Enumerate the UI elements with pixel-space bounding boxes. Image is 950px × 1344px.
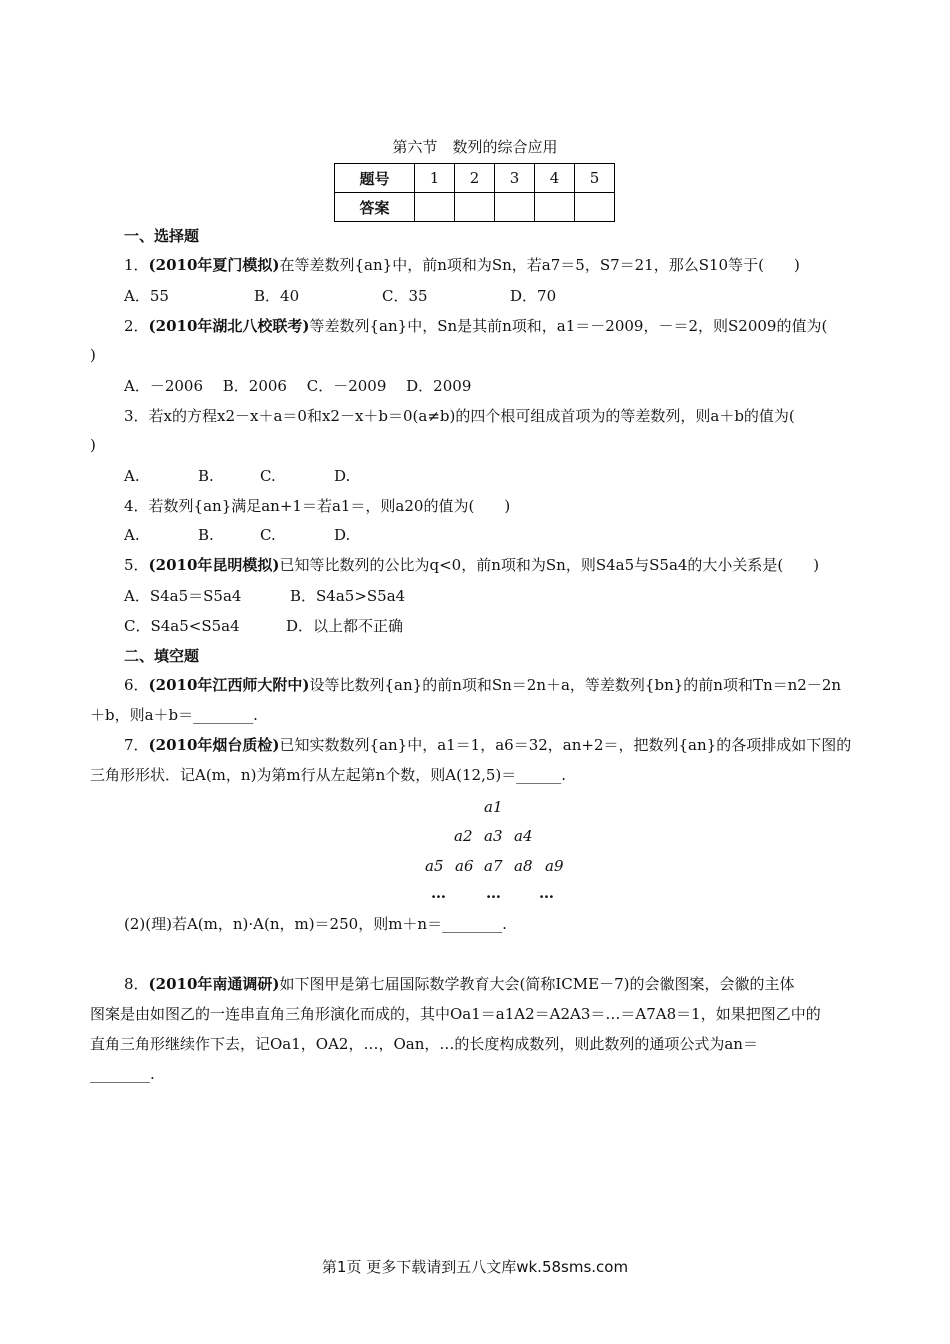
- question-source: (2010年湖北八校联考): [148, 317, 310, 335]
- answer-cell[interactable]: [575, 193, 615, 222]
- question-text-cont: 三角形形状．记A(m，n)为第m行从左起第n个数，则A(12,5)＝______.: [90, 766, 567, 784]
- question-source: (2010年南通调研): [148, 975, 280, 993]
- question-7: [124, 735, 851, 755]
- options-line: A．－2006 B．2006 C．－2009 D．2009: [124, 377, 472, 395]
- table-num: 3: [495, 164, 535, 193]
- question-3: 3．若x的方程x2－x＋a＝0和x2－x＋b＝0(a≠b)的四个根可组成首项为的等差数列，则a＋b的值为(: [124, 407, 795, 425]
- option: B.: [198, 467, 214, 485]
- question-8: [124, 974, 794, 994]
- table-answer-label: 答案: [335, 193, 415, 222]
- question-1: [124, 255, 800, 275]
- question-text-cont: 图案是由如图乙的一连串直角三角形演化而成的，其中Oa1＝a1A2＝A2A3＝…＝A7A8＝1，如果把图乙中的: [90, 1005, 821, 1023]
- question-source: (2010年夏门模拟): [148, 256, 280, 274]
- question-source: (2010年烟台质检): [148, 736, 280, 754]
- table-num: 5: [575, 164, 615, 193]
- option: D.: [334, 467, 351, 485]
- triangle-item: a6: [455, 857, 474, 875]
- section-heading-fill: 二、填空题: [124, 647, 200, 665]
- option: D．以上都不正确: [286, 617, 404, 635]
- question-4: 4．若数列{an}满足an+1＝若a1＝，则a20的值为( ): [124, 497, 511, 515]
- question-number: 6．: [124, 676, 149, 694]
- page-title: 第六节 数列的综合应用: [392, 138, 558, 156]
- table-num: 2: [455, 164, 495, 193]
- question-text: 已知等比数列的公比为q<0，前n项和为Sn，则S4a5与S5a4的大小关系是( ): [279, 556, 820, 574]
- option: B．S4a5>S5a4: [290, 587, 406, 605]
- question-6: [124, 675, 841, 695]
- question-text: 等差数列{an}中，Sn是其前n项和，a1＝－2009，－＝2，则S2009的值为(: [309, 317, 828, 335]
- triangle-item: a2: [454, 827, 473, 845]
- question-text: 在等差数列{an}中，前n项和为Sn，若a7＝5，S7＝21，那么S10等于( ): [279, 256, 800, 274]
- question-source: (2010年昆明模拟): [148, 556, 280, 574]
- option: C.: [260, 467, 276, 485]
- triangle-item: a1: [484, 798, 503, 816]
- question-2: [124, 316, 827, 336]
- table-num: 1: [415, 164, 455, 193]
- option: C.: [260, 526, 276, 544]
- answer-cell[interactable]: [455, 193, 495, 222]
- option: A．55: [124, 287, 169, 305]
- option: C．S4a5<S5a4: [124, 617, 240, 635]
- question-5: [124, 555, 819, 575]
- triangle-item: a8: [514, 857, 533, 875]
- question-text-cont: ＋b，则a＋b＝________.: [90, 706, 258, 724]
- page-footer: 第1页 更多下载请到五八文库wk.58sms.com: [321, 1258, 629, 1276]
- answer-cell[interactable]: [495, 193, 535, 222]
- option: B.: [198, 526, 214, 544]
- option: A.: [124, 467, 140, 485]
- question-text-cont: ): [90, 346, 96, 364]
- table-header-label: 题号: [335, 164, 415, 193]
- triangle-dots: …: [539, 884, 554, 902]
- question-number: 7．: [124, 736, 149, 754]
- question-text-cont: 直角三角形继续作下去，记Oa1，OA2，…，Oan，…的长度构成数列，则此数列的通项公式为an＝: [90, 1035, 758, 1053]
- triangle-item: a7: [484, 857, 503, 875]
- option: D．70: [510, 287, 557, 305]
- question-number: 8．: [124, 975, 149, 993]
- question-number: 2．: [124, 317, 149, 335]
- question-source: (2010年江西师大附中): [148, 676, 310, 694]
- question-7-sub: (2)(理)若A(m，n)·A(n，m)＝250，则m＋n＝________.: [124, 915, 507, 933]
- question-text: 设等比数列{an}的前n项和Sn＝2n＋a，等差数列{bn}的前n项和Tn＝n2－2n: [309, 676, 842, 694]
- question-number: 5．: [124, 556, 149, 574]
- answer-cell[interactable]: [535, 193, 575, 222]
- triangle-item: a3: [484, 827, 503, 845]
- question-text-cont: ________.: [90, 1065, 155, 1083]
- option: A．S4a5＝S5a4: [124, 587, 242, 605]
- question-text: 如下图甲是第七届国际数学教育大会(简称ICME－7)的会徽图案，会徽的主体: [279, 975, 795, 993]
- triangle-item: a9: [545, 857, 564, 875]
- section-heading-choice: 一、选择题: [124, 227, 200, 245]
- question-number: 1．: [124, 256, 149, 274]
- option: D.: [334, 526, 351, 544]
- table-num: 4: [535, 164, 575, 193]
- triangle-item: a5: [425, 857, 444, 875]
- answer-table: [334, 163, 615, 222]
- option: B．40: [254, 287, 300, 305]
- triangle-dots: …: [431, 884, 446, 902]
- option: C．35: [382, 287, 428, 305]
- answer-cell[interactable]: [415, 193, 455, 222]
- question-text-cont: ): [90, 436, 96, 454]
- option: A.: [124, 526, 140, 544]
- question-text: 已知实数数列{an}中，a1＝1，a6＝32，an+2＝，把数列{an}的各项排成如下图的: [279, 736, 852, 754]
- triangle-item: a4: [514, 827, 533, 845]
- triangle-dots: …: [486, 884, 501, 902]
